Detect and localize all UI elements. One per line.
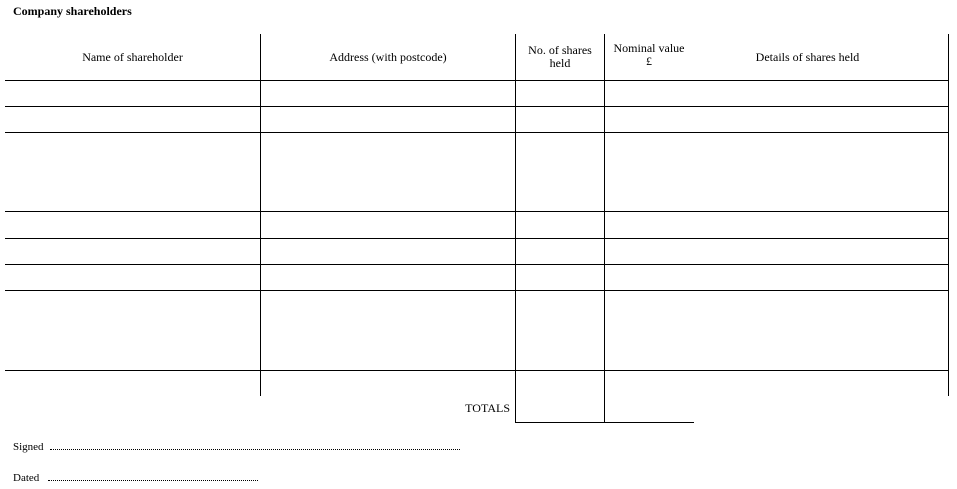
table-row-divider xyxy=(5,211,949,212)
totals-box-bottom xyxy=(515,422,694,423)
table-column-divider xyxy=(948,34,949,396)
totals-label: TOTALS xyxy=(465,401,510,415)
column-header-name: Name of shareholder xyxy=(82,49,183,64)
signed-label: Signed xyxy=(13,441,44,453)
table-column-divider xyxy=(604,34,605,423)
section-title: Company shareholders xyxy=(13,4,132,18)
table-row-divider xyxy=(5,238,949,239)
dated-line xyxy=(13,471,258,484)
table-column-divider xyxy=(260,34,261,396)
signed-line xyxy=(13,440,460,453)
table-row-divider xyxy=(5,80,949,81)
column-header-address: Address (with postcode) xyxy=(329,49,447,64)
table-row-divider xyxy=(5,370,949,371)
signed-field[interactable] xyxy=(50,440,460,450)
table-row-divider xyxy=(5,264,949,265)
table-row-divider xyxy=(5,132,949,133)
column-header-nominal: Nominal value £ xyxy=(613,41,685,68)
table-column-divider xyxy=(515,34,516,423)
column-header-shares: No. of shares held xyxy=(528,43,592,70)
table-row-divider xyxy=(5,106,949,107)
table-row-divider xyxy=(5,290,949,291)
column-header-details: Details of shares held xyxy=(755,49,860,64)
dated-field[interactable] xyxy=(48,471,258,481)
dated-label: Dated xyxy=(13,472,40,484)
